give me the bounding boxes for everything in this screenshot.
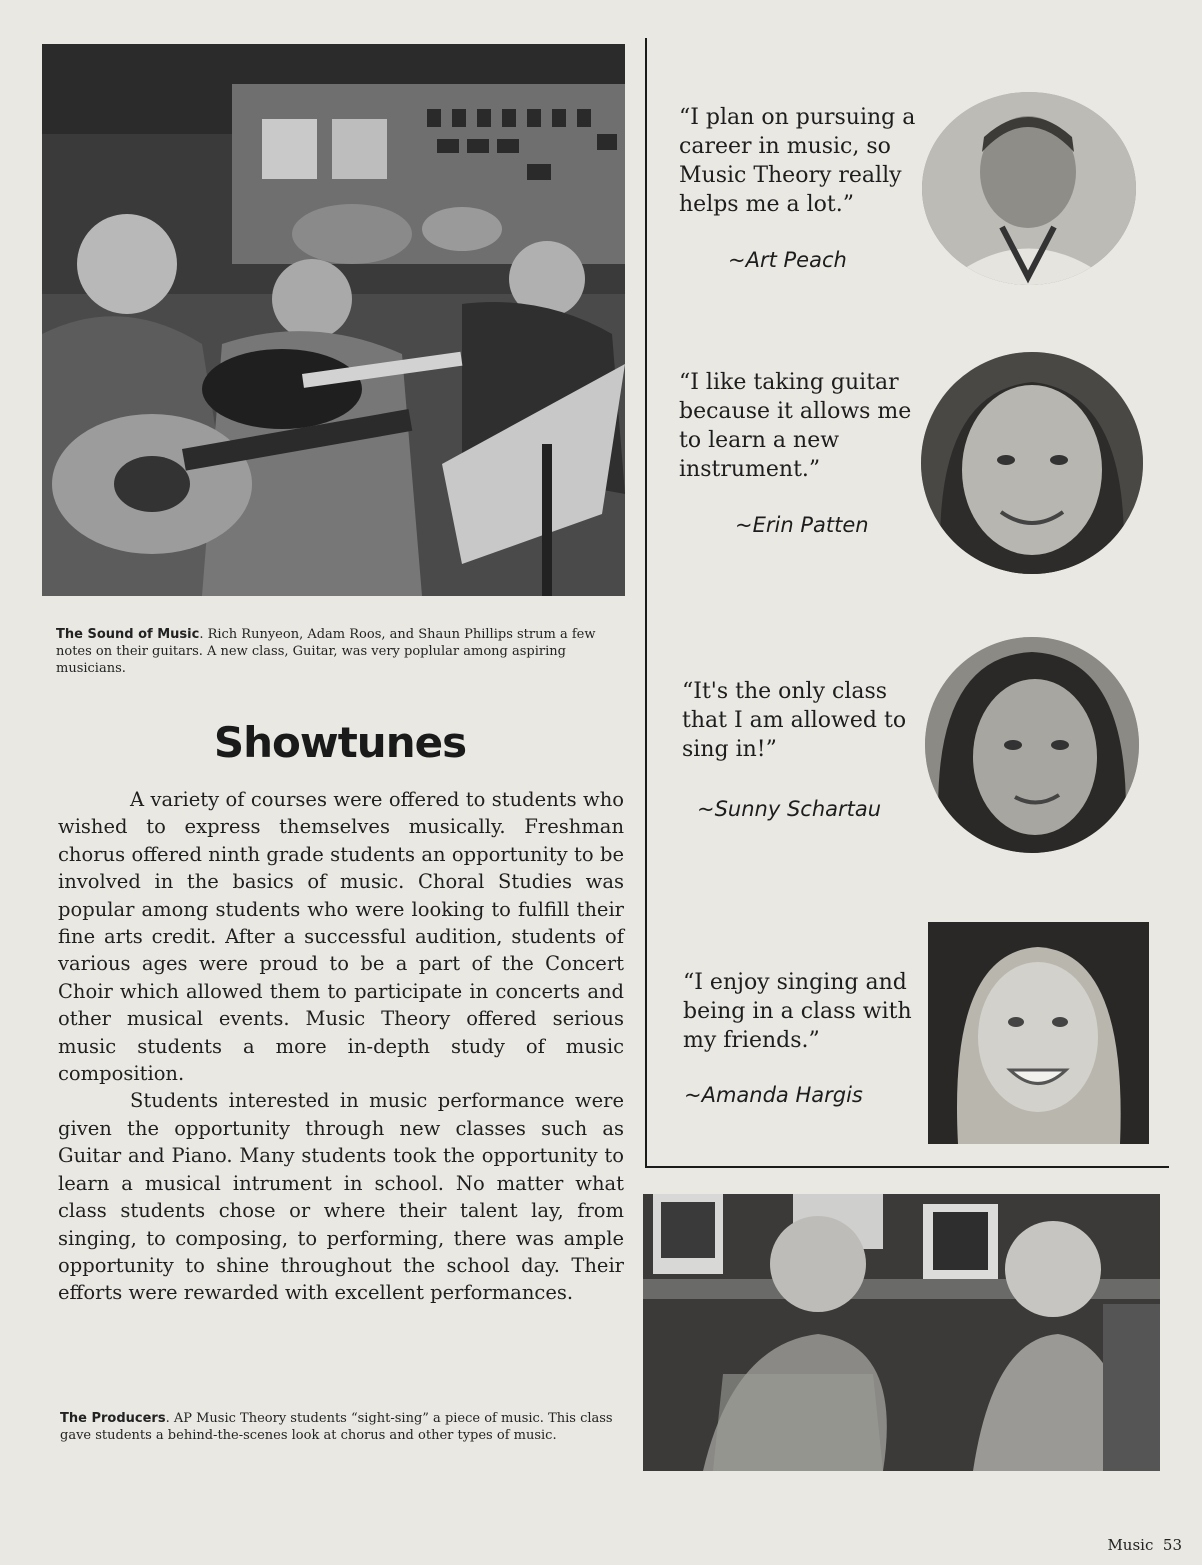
top-caption-text: . Rich Runyeon, Adam Roos, and Shaun Phillips strum a few notes on their guitars. A new class, Guitar, was very poplular among aspiring musicians.: [56, 627, 596, 676]
article-paragraph: A variety of courses were offered to students who wished to express themselves musically. Freshman chorus offered ninth grade students an opportunity to be involved in the basics of music. Choral Studies was popular among students who were looking to fulfill their fine arts credit. After a successful audition, students of various ages were proud to be a part of the Concert Choir which allowed them to participate in concerts and other musical events. Music Theory offered serious music students a more in-depth study of music composition.: [58, 788, 624, 1086]
bottom-caption-text: . AP Music Theory students “sight-sing” a piece of music. This class gave students a behind-the-scenes look at chorus and other types of music.: [60, 1411, 613, 1443]
quote-text: “I like taking guitar because it allows me to learn a new instrument.”: [679, 370, 912, 482]
quote-author: ~Erin Patten: [735, 513, 869, 537]
article-headline: Showtunes: [213, 718, 467, 767]
bottom-photo-caption: [60, 1410, 628, 1444]
guitar-class-photo: [42, 44, 625, 596]
article-body: [58, 786, 624, 1307]
quote-author: ~Sunny Schartau: [697, 797, 882, 821]
quote-text: “It's the only class that I am allowed to sing in!”: [682, 679, 907, 762]
bottom-caption-title: The Producers: [60, 1411, 166, 1426]
quote-section-divider: [645, 1166, 1169, 1168]
quote-text: “I plan on pursuing a career in music, so Music Theory really helps me a lot.”: [679, 105, 916, 217]
quote-author: ~Art Peach: [728, 248, 847, 272]
top-photo-caption: [56, 626, 626, 677]
article-paragraph: Students interested in music performance were given the opportunity through new classes such as Guitar and Piano. Many students took the opportunity to learn a musical intrument in school. No matter what class students chose or where their talent lay, from singing, to composing, to performing, there was ample opportunity to shine throughout the school day. Their efforts were rewarded with excellent performances.: [58, 1089, 624, 1305]
folio-page-number: 53: [1162, 1536, 1182, 1554]
art-peach-portrait: [922, 92, 1136, 285]
sunny-schartau-portrait: [925, 637, 1139, 853]
column-divider: [645, 38, 647, 1168]
erin-patten-portrait: [921, 352, 1143, 574]
page-folio: [1107, 1536, 1182, 1554]
quote-author: ~Amanda Hargis: [684, 1083, 863, 1107]
quote-text: “I enjoy singing and being in a class with my friends.”: [683, 970, 912, 1053]
top-caption-title: The Sound of Music: [56, 627, 200, 642]
folio-section: Music: [1107, 1536, 1154, 1554]
music-theory-class-photo: [643, 1194, 1160, 1471]
amanda-hargis-portrait: [928, 922, 1149, 1144]
